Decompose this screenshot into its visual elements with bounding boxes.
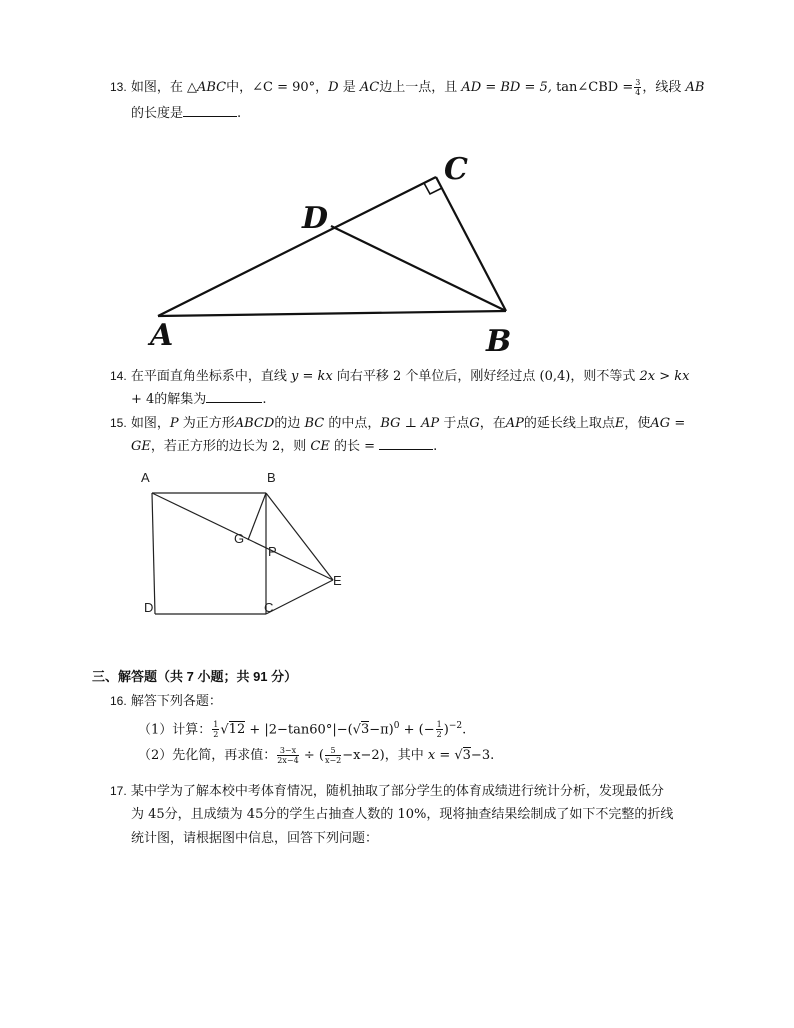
q17-number: 17. bbox=[110, 784, 127, 798]
q17-line1: 17. 某中学为了解本校中考体育情况，随机抽取了部分学生的体育成绩进行统计分析，发现最低分 bbox=[110, 784, 664, 799]
label-a: A bbox=[150, 318, 174, 353]
label-c: C bbox=[264, 600, 274, 615]
q16-part2: （2）先化简，再求值： $\frac{3-x}{2x-4}$ ÷ ( $\frac{5}{x-2}$ −x−2)，其中 x = √3−3. bbox=[138, 746, 495, 765]
q14-text: 的解集为 bbox=[154, 392, 207, 407]
q14-number: 14. bbox=[110, 369, 127, 383]
q17-line3: 统计图，请根据图中信息，回答下列问题： bbox=[131, 831, 379, 846]
q13-line2: 的长度是 . bbox=[131, 106, 242, 121]
q15-line1: 15. 如图，P 为正方形ABCD的边 BC 的中点，BG ⊥ AP 于点G，在AP的延长线上取点E，使AG = bbox=[110, 416, 686, 431]
section-heading: 三、解答题（共 7 小题；共 91 分） bbox=[92, 669, 298, 684]
q14-point: (0,4) bbox=[539, 369, 571, 384]
q13-segment-ac: AC bbox=[359, 80, 380, 95]
q16-title: 16. 解答下列各题： bbox=[110, 694, 222, 709]
q13-text: 边上一点，且 bbox=[379, 80, 458, 95]
q13-text: ，线段 bbox=[642, 80, 682, 95]
q13-text: 的长度是 bbox=[131, 106, 184, 121]
q13-text: 中，∠C = 90°， bbox=[226, 80, 329, 95]
label-c: C bbox=[444, 152, 468, 187]
label-b: B bbox=[486, 324, 512, 359]
q13-triangle: △ABC bbox=[186, 80, 227, 95]
q16-part1: （1）计算： $\frac{1}{2}$ $√12 + |2-\tan 60^\circ|-(√3-\pi)^0$ + (− $\frac{1}{2}$ )$^{-2}$. bbox=[138, 720, 467, 740]
q14-inequality: 2x > kx bbox=[639, 369, 690, 384]
q16-number: 16. bbox=[110, 694, 127, 708]
q13-number: 13. bbox=[110, 80, 127, 94]
q14-equation: y = kx bbox=[290, 369, 333, 384]
q13-fraction: $\frac{3}{4}$ bbox=[635, 78, 641, 97]
q14-text: + 4 bbox=[131, 392, 155, 407]
label-a: A bbox=[141, 470, 150, 485]
label-e: E bbox=[333, 573, 342, 588]
label-g: G bbox=[234, 531, 245, 546]
label-p: P bbox=[268, 544, 277, 559]
label-b: B bbox=[267, 470, 276, 485]
label-d: D bbox=[302, 201, 329, 236]
q17-line2: 为 45分，且成绩为 45分的学生占抽查人数的 10%，现将抽查结果绘制成了如下不完整的折线 bbox=[131, 807, 674, 822]
q15-number: 15. bbox=[110, 416, 127, 430]
q14-text: 向右平移 2 个单位后，刚好经过点 bbox=[336, 369, 536, 384]
q13-equation: AD = BD = 5, bbox=[461, 80, 552, 95]
q13-point-d: D bbox=[328, 80, 339, 95]
q13-tan: tan∠CBD = bbox=[556, 80, 634, 95]
q13-text: 是 bbox=[342, 80, 356, 95]
q14-text: 在平面直角坐标系中，直线 bbox=[130, 369, 287, 384]
q13-segment-ab: AB bbox=[685, 80, 705, 95]
label-d: D bbox=[144, 600, 154, 615]
q14-line2: + 4的解集为 . bbox=[131, 392, 267, 407]
q15-line2: GE，若正方形的边长为 2，则 CE 的长 = . bbox=[131, 439, 438, 454]
q14-text: ，则不等式 bbox=[570, 369, 636, 384]
q13-text: 如图，在 bbox=[130, 80, 183, 95]
